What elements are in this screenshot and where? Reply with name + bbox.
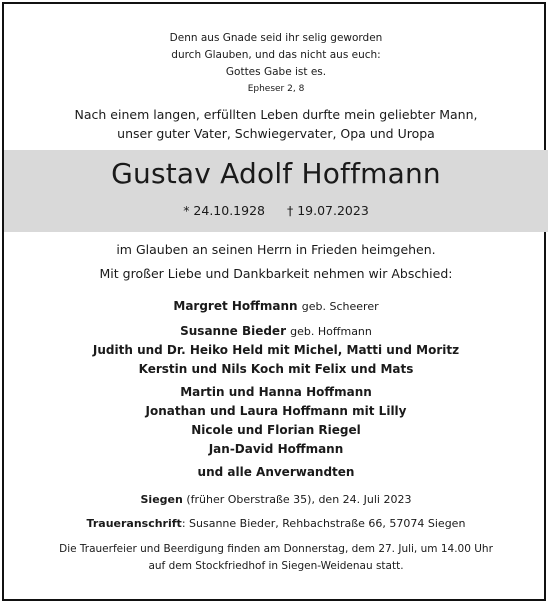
- family-member: Jonathan und Laura Hoffmann mit Lilly: [145, 404, 407, 418]
- verse-line-3: Gottes Gabe ist es.: [225, 66, 327, 78]
- daughter-maiden-name: geb. Hoffmann: [290, 325, 372, 338]
- place-date: [4, 493, 548, 506]
- funeral-line-2: auf dem Stockfriedhof in Siegen-Weidenau statt.: [148, 560, 404, 572]
- intro-line-1: Nach einem langen, erfüllten Leben durfte mein geliebter Mann,: [74, 107, 478, 122]
- mourning-address: [4, 517, 548, 530]
- deceased-name: Gustav Adolf Hoffmann: [111, 157, 441, 190]
- family-member: Martin und Hanna Hoffmann: [180, 385, 372, 399]
- daughter-name: Susanne Bieder: [180, 324, 286, 338]
- place-city: Siegen: [140, 493, 183, 506]
- address-label: Traueranschrift: [86, 517, 182, 530]
- spouse-maiden-name: geb. Scheerer: [301, 300, 379, 313]
- family-spouse: [4, 299, 548, 313]
- death-date: 19.07.2023: [297, 203, 369, 218]
- life-dates: [4, 203, 548, 218]
- verse-line-1: Denn aus Gnade seid ihr selig geworden: [169, 32, 383, 44]
- family-relatives: und alle Anverwandten: [197, 465, 355, 479]
- place-rest: (früher Oberstraße 35), den 24. Juli 2023: [182, 493, 412, 506]
- verse-line-2: durch Glauben, und das nicht aus euch:: [171, 49, 381, 61]
- family-daughter: [4, 324, 548, 338]
- family-member: Judith und Dr. Heiko Held mit Michel, Matti und Moritz: [92, 343, 460, 357]
- statement-line-1: im Glauben an seinen Herrn in Frieden heimgehen.: [116, 242, 436, 257]
- spouse-name: Margret Hoffmann: [173, 299, 298, 313]
- intro-line-2: unser guter Vater, Schwiegervater, Opa und Uropa: [117, 126, 435, 141]
- family-member: Jan-David Hoffmann: [208, 442, 344, 456]
- family-member: Nicole und Florian Riegel: [191, 423, 361, 437]
- family-member: Kerstin und Nils Koch mit Felix und Mats: [138, 362, 414, 376]
- funeral-line-1: Die Trauerfeier und Beerdigung finden am Donnerstag, dem 27. Juli, um 14.00 Uhr: [59, 543, 493, 555]
- address-value: : Susanne Bieder, Rehbachstraße 66, 57074 Siegen: [181, 517, 466, 530]
- cross-icon: †: [286, 203, 294, 218]
- obituary-card: [2, 2, 546, 601]
- statement-line-2: Mit großer Liebe und Dankbarkeit nehmen wir Abschied:: [99, 266, 453, 281]
- verse-reference: Epheser 2, 8: [247, 84, 305, 94]
- birth-date: * 24.10.1928: [183, 203, 265, 218]
